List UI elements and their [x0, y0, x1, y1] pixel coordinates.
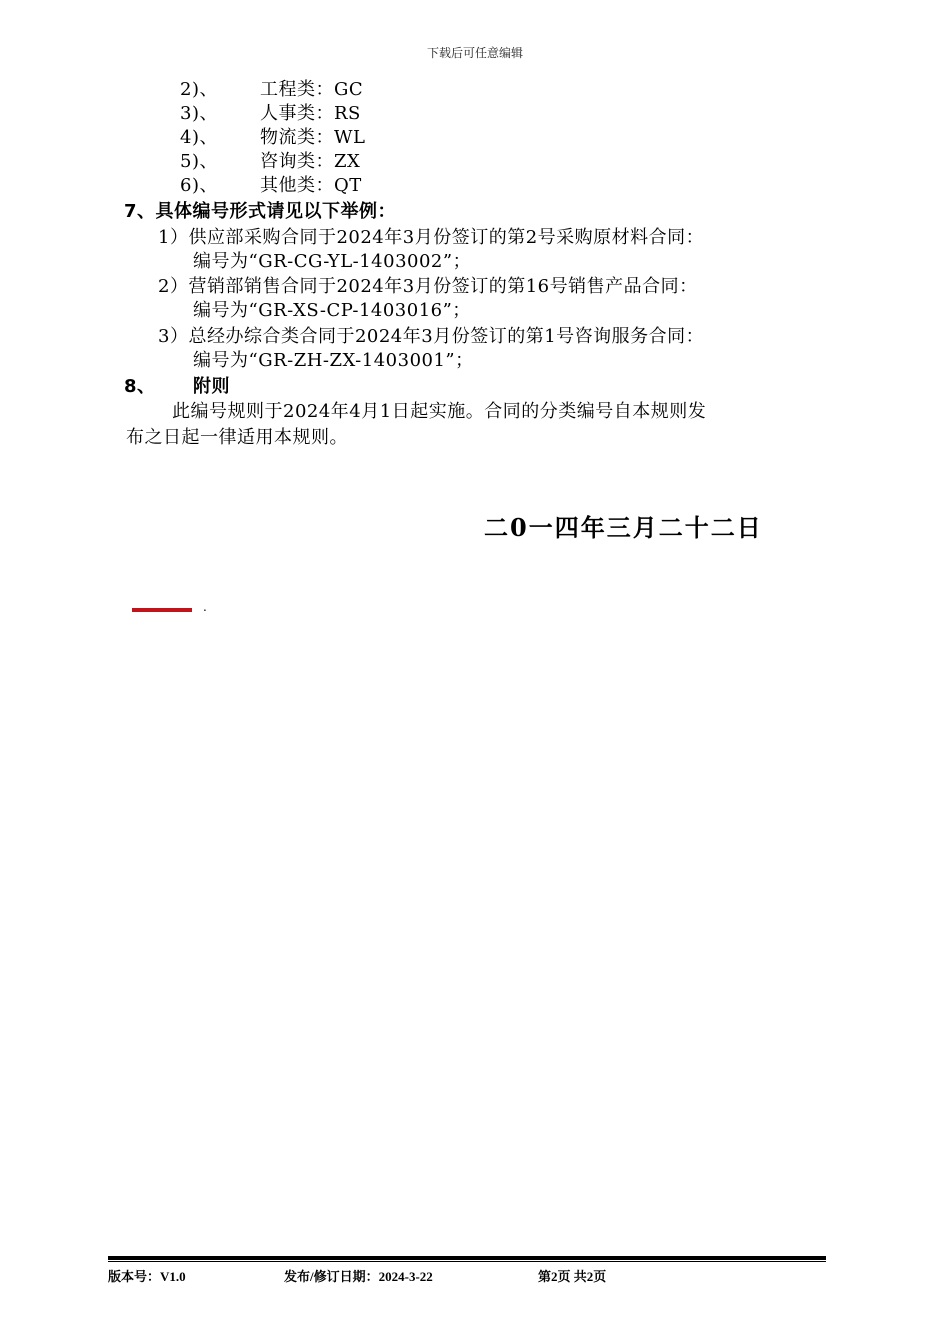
list-item — [180, 126, 365, 150]
example-2-line-2: 编号为“GR-XS-CP-1403016”； — [193, 300, 471, 321]
example-3-line-1: 3）总经办综合类合同于2024年3月份签订的第1号咨询服务合同： — [158, 326, 705, 347]
footer-page-number: 第2页 共2页 — [538, 1269, 607, 1284]
list-item-number: 3)、 — [180, 103, 218, 124]
list-item-number: 2)、 — [180, 79, 218, 100]
example-1-line-1: 1）供应部采购合同于2024年3月份签订的第2号采购原材料合同： — [158, 227, 705, 248]
list-item-text: 物流类：WL — [260, 127, 366, 148]
list-item-text: 工程类：GC — [260, 79, 364, 100]
list-item-number: 4)、 — [180, 127, 218, 148]
footer-rule-thin — [108, 1261, 826, 1262]
example-2-line-1: 2）营销部销售合同于2024年3月份签订的第16号销售产品合同： — [158, 276, 698, 297]
footer-version: 版本号：V1.0 — [108, 1269, 186, 1284]
list-item-text: 其他类：QT — [260, 175, 362, 196]
footer-rule — [108, 1256, 826, 1260]
dot-mark: . — [203, 600, 207, 614]
example-1-line-2: 编号为“GR-CG-YL-1403002”； — [193, 251, 472, 272]
footer-date: 发布/修订日期：2024-3-22 — [284, 1269, 433, 1284]
list-item-number: 6)、 — [180, 175, 218, 196]
list-item — [180, 150, 360, 174]
list-item — [180, 174, 362, 198]
section-7-heading: 7、具体编号形式请见以下举例： — [124, 201, 397, 222]
section-8-title: 附则 — [193, 376, 230, 397]
red-accent-bar — [132, 608, 192, 612]
list-item — [180, 78, 363, 102]
list-item-text: 咨询类：ZX — [260, 151, 361, 172]
list-item — [180, 102, 361, 126]
example-3-line-2: 编号为“GR-ZH-ZX-1403001”； — [193, 350, 474, 371]
section-8-paragraph-line-2: 布之日起一律适用本规则。 — [126, 427, 348, 448]
list-item-text: 人事类：RS — [260, 103, 361, 124]
header-note: 下载后可任意编辑 — [426, 46, 523, 60]
document-date: 二0一四年三月二十二日 — [484, 513, 763, 542]
section-8-paragraph-line-1: 此编号规则于2024年4月1日起实施。合同的分类编号自本规则发 — [172, 401, 707, 422]
list-item-number: 5)、 — [180, 151, 218, 172]
section-8-number: 8、 — [124, 376, 156, 397]
